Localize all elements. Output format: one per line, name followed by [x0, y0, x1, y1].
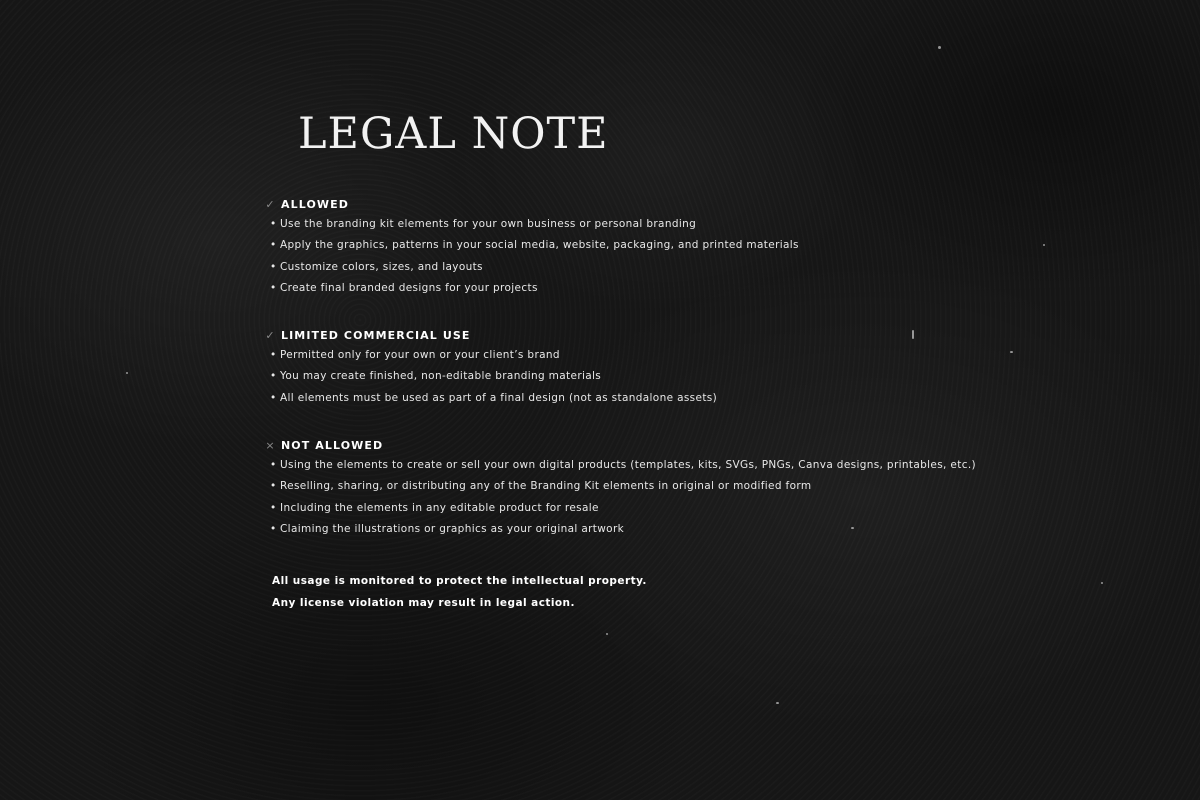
list-item	[270, 519, 1084, 540]
section-title: ALLOWED	[281, 197, 349, 211]
bullet-icon: •	[270, 218, 277, 230]
section-title: NOT ALLOWED	[281, 438, 384, 452]
footer-line-violation: Any license violation may result in legal action.	[272, 596, 575, 609]
list-item	[270, 257, 1084, 278]
cross-icon: ×	[265, 438, 275, 452]
list-item	[270, 214, 1084, 235]
not-allowed-list	[264, 455, 1084, 540]
allowed-list	[264, 214, 1084, 299]
bullet-icon: •	[270, 281, 277, 294]
list-item-text: Using the elements to create or sell your own digital products (templates, kits, SVGs, PNGs, Canva designs, printables, etc.)	[280, 459, 976, 471]
page-title: LEGAL NOTE	[298, 109, 609, 159]
list-item	[270, 455, 1084, 476]
bullet-icon: •	[270, 239, 277, 252]
list-item-text: Claiming the illustrations or graphics as your original artwork	[280, 522, 625, 535]
legal-footer	[272, 571, 972, 614]
texture-speck	[776, 702, 779, 704]
section-allowed	[264, 194, 1084, 299]
section-limited-commercial-use	[264, 325, 1084, 409]
list-item-text: Create final branded designs for your projects	[280, 281, 538, 294]
list-item	[270, 345, 1084, 366]
list-item-text: Reselling, sharing, or distributing any of the Branding Kit elements in original or modified form	[280, 480, 812, 493]
list-item	[270, 498, 1084, 519]
bullet-icon: •	[270, 501, 277, 514]
footer-line-monitoring: All usage is monitored to protect the intellectual property.	[272, 575, 647, 587]
bullet-icon: •	[270, 391, 277, 404]
list-item-text: Permitted only for your own or your client’s brand	[280, 349, 560, 361]
bullet-icon: •	[270, 459, 277, 471]
texture-speck	[126, 372, 128, 374]
texture-speck	[938, 46, 941, 49]
section-heading-not-allowed	[264, 435, 1084, 455]
bullet-icon: •	[270, 370, 277, 383]
list-item-text: All elements must be used as part of a final design (not as standalone assets)	[280, 391, 718, 404]
section-title: LIMITED COMMERCIAL USE	[281, 328, 471, 342]
list-item	[270, 278, 1084, 299]
list-item-text: Use the branding kit elements for your own business or personal branding	[280, 218, 697, 230]
section-not-allowed	[264, 435, 1084, 540]
bullet-icon: •	[270, 480, 277, 493]
list-item	[270, 388, 1084, 409]
list-item	[270, 235, 1084, 256]
list-item	[270, 476, 1084, 497]
list-item-text: Including the elements in any editable product for resale	[280, 501, 599, 514]
bullet-icon: •	[270, 522, 277, 535]
list-item-text: You may create finished, non-editable branding materials	[280, 370, 602, 383]
texture-speck	[1101, 582, 1103, 584]
bullet-icon: •	[270, 260, 277, 273]
list-item-text: Customize colors, sizes, and layouts	[280, 260, 483, 273]
texture-speck	[606, 633, 608, 635]
checkmark-icon: ✓	[265, 328, 275, 342]
bullet-icon: •	[270, 349, 277, 361]
limited-use-list	[264, 345, 1084, 409]
checkmark-icon: ✓	[265, 197, 275, 211]
list-item-text: Apply the graphics, patterns in your social media, website, packaging, and printed materials	[280, 239, 799, 252]
section-heading-allowed	[264, 194, 1084, 214]
section-heading-limited	[264, 325, 1084, 345]
list-item	[270, 366, 1084, 387]
